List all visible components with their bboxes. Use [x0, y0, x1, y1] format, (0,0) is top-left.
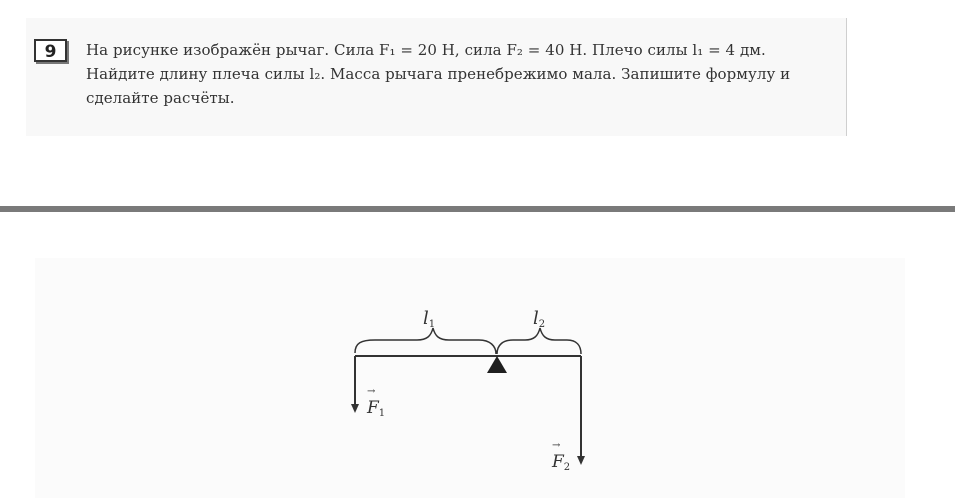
- force-f1-label: [367, 398, 385, 419]
- section-divider: [0, 206, 955, 212]
- l1-brace: [355, 328, 496, 354]
- lever-arm-l2-symbol: l: [533, 308, 539, 329]
- force-f2-arrowhead: [577, 456, 585, 465]
- fulcrum-triangle: [487, 356, 507, 373]
- problem-card: [26, 18, 847, 136]
- force-f1-subscript: 1: [378, 408, 386, 419]
- lever-arm-l2-subscript: 2: [538, 319, 546, 330]
- lever-arm-l1-label: [423, 308, 435, 330]
- force-f2-label: [552, 452, 570, 473]
- lever-arm-l2-label: [533, 308, 545, 330]
- problem-text: На рисунке изображён рычаг. Сила F₁ = 20 Н, сила F₂ = 40 Н. Плечо силы l₁ = 4 дм. Найдите длину плеча силы l₂. Масса рычага пренебрежимо мала. Запишите формулу и сделайте расчёты.: [86, 41, 791, 107]
- force-f2-subscript: 2: [563, 462, 571, 473]
- force-f1-symbol: → F: [367, 398, 379, 418]
- force-f1-arrowhead: [351, 404, 359, 413]
- lever-arm-l1-symbol: l: [423, 308, 429, 329]
- lever-diagram: [35, 258, 905, 498]
- problem-number: 9: [34, 39, 67, 62]
- lever-arm-l1-subscript: 1: [428, 319, 436, 330]
- force-f2-symbol: → F: [552, 452, 564, 472]
- l2-brace: [497, 328, 581, 354]
- lever-diagram-svg: [35, 258, 905, 498]
